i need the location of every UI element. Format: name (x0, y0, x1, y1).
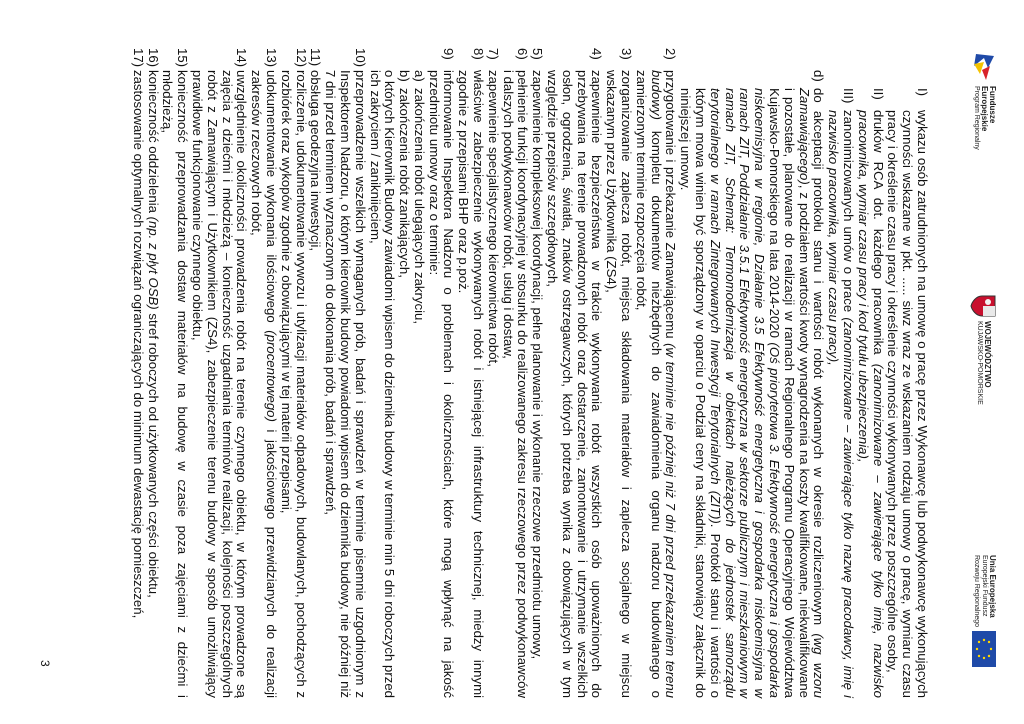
list-item: 2) przygotowanie i przekazanie Zamawiającemu (w terminie nie później niż 7 dni przed przekazaniem terenu budowy) kompletu dokumentów niezbędnych do zawiadomienia organu nadzoru budowlanego o zamierzonym terminie rozpoczęcia robót, (633, 48, 679, 698)
list-item: 15) konieczność przeprowadzania dostaw materiałów na budowę w czasie poza zajęciami z dziećmi i młodzieżą, (160, 48, 191, 698)
list-item: 4) zapewnienie bezpieczeństwa w trakcie wykonywania robót wszystkich osób upoważnionych do przebywania na terenie prowadzonych robót oraz dostarczenie, zamontowanie i utrzymanie wszelkich osłon, ogrodzenia, światła, znaków ostrzegawczych, których potrzeba wynika z obowiązujących w tym względzie przepisów szczegółowych, (545, 48, 605, 698)
list-item: 7) zapewnienie specjalistycznego kierownictwa robót, (485, 48, 501, 367)
list-item: 17) zastosowanie optymalnych rozwiązań ograniczających do minimum dewastację pomieszczeń, (130, 48, 146, 619)
header-logos (934, 0, 1024, 724)
list-item: 3) zorganizowanie zaplecza robót, miejsca składowania materiałów i zaplecza socjalnego w miejscu wskazanym przez Użytkownika (ZS4), (604, 48, 635, 698)
list-item: 8) właściwe zabezpieczenie wykonywanych robót i istniejącej infrastruktury technicznej, miedzy innymi zgodnie z przepisami BHP oraz p.poż. (456, 48, 487, 698)
list-item: b) zakończenia robót zanikających, (397, 70, 413, 278)
coat-of-arms-icon (970, 295, 996, 317)
fe-star-icon (972, 52, 996, 82)
fundusze-europejskie-logo: Fundusze Europejskie Program Regionalny (972, 52, 996, 150)
list-item: 11) obsługa geodezyjna inwestycji, (308, 48, 324, 252)
list-item: II) druków RCA dot. każdego pracownika (zanonimizowane – zawierające tylko imię, nazwisko pracownika, wymiar czasu pracy i kod tytułu ubezpieczenia), (855, 88, 886, 698)
list-item: III) zanonimizowanych umów o prace (zanonimizowane – zawierające tylko nazwę pracodawcy, imię i nazwisko pracownika, wymiar czasu pracy), (826, 88, 857, 698)
list-item: 10) przeprowadzenie wszelkich wymaganych prób, badań i sprawdzeń w terminie pisemnie uzgodnionym z Inspektorem Nadzoru, o którym kierownik budowy powiadomi wpisem do dziennika budowy, nie później niż 7 dni przed terminem wyznaczonym do dokonania prób, badań i sprawdzeń, (323, 48, 368, 698)
list-item: a) zakończenia robót ulegających zakryciu, (411, 70, 427, 325)
list-item: 13) udokumentowanie wykonania ilościowego (procentowego) i jakościowego przewidzianych do realizacji zakresów rzeczowych robót, (249, 48, 279, 699)
list-item: 9) informowanie Inspektora Nadzoru o problemach i okolicznościach, które mogą wpłynąć na jakość przedmiotu umowy oraz o terminie: (426, 48, 457, 698)
list-item: 5) zapewnienie kompleksowej koordynacji, pełne planowanie i wykonanie rzeczowe przedmiotu umowy, (530, 48, 546, 660)
european-union-logo: Unia Europejska Europejski Fundusz Rozwoju Regionalnego (972, 555, 996, 667)
voivodeship-logo: WOJEWÓDZTWO KUJAWSKO-POMORSKIE (970, 295, 996, 405)
list-item: 16) konieczność oddzielenia (np. z płyt OSB) stref roboczych od użytkowanych części obiektu, (145, 48, 161, 598)
eu-flag-icon (972, 631, 996, 667)
document-body (130, 48, 929, 698)
list-item: 14) uwzględnienie okoliczności prowadzenia robót na terenie czynnego obiektu, w którym prowadzone są zajęcia z dziećmi i młodzieżą – konieczność uzgadniania terminów realizacji, kolejności poszczególnych robót z Zamawiającym i Użytkownikiem (ZS4), zabezpieczenie terenu budowy w sposób umożliwiający prawidłowe funkcjonowanie czynnego obiektu, (189, 48, 250, 698)
list-item: 6) pełnienie funkcji koordynacyjnej w stosunku do realizowanego zakresu rzeczowego przez podwykonawców i dalszych podwykonawców robót, usług i dostaw, (500, 48, 531, 698)
list-item: d) do akceptacji protokołu stanu i wartości robót wykonanych w okresie rozliczeniowym (wg wzoru Zamawiającego), z podziałem wartości kwoty wynagrodzenia na koszty kwalifikowane, niekwalifikowane i pozostałe, planowane do realizacji w ramach Regionalnego Programu Operacyjnego Województwa Kujawsko-Pomorskiego na lata 2014-2020 (Oś priorytetowa 3. Efektywność energetyczna i gospodarka niskoemisyjna w regionie, Działanie 3.5 Efektywność energetyczna i gospodarka niskoemisyjna w ramach ZIT, Poddziałanie 3.5.1 Efektywność energetyczna w sektorze publicznym i mieszkaniowym w ramach ZIT, Schemat: Termomodernizacja w obiektach należących do jednostek samorządu terytorialnego w ramach Zintegrowanych Inwestycji Terytorialnych (ZIT)). Protokół stanu i wartości o którym mowa winien być sporządzony w oparciu o Podział ceny na składniki, stanowiący załącznik do niniejszej umowy. (678, 70, 827, 699)
page-number: 3 (38, 660, 52, 667)
list-item: o których Kierownik Budowy zawiadomi wpisem do dziennika budowy w terminie min 5 dni roboczych przed ich zakryciem / zanikniięciem, (367, 70, 398, 698)
list-item: I) wykazu osób zatrudnionych na umowę o pracę przez Wykonawcę lub podwykonawcę wykonujących czynności wskazane w pkt. ..... siwz wraz ze wskazaniem rodzaju umowy o pracę, wymiaru czasu pracy i określenie czasu pracy i określenie czynności wykonywanych przez poszczególne osoby, (885, 88, 930, 698)
list-item: 12) rozliczenie, udokumentowanie wywozu i utylizacji materiałów odpadowych, budowlanych, pochodzących z rozbiórek oraz wykopów zgodnie z obowiązującymi w tej materii przepisami, (278, 48, 309, 698)
